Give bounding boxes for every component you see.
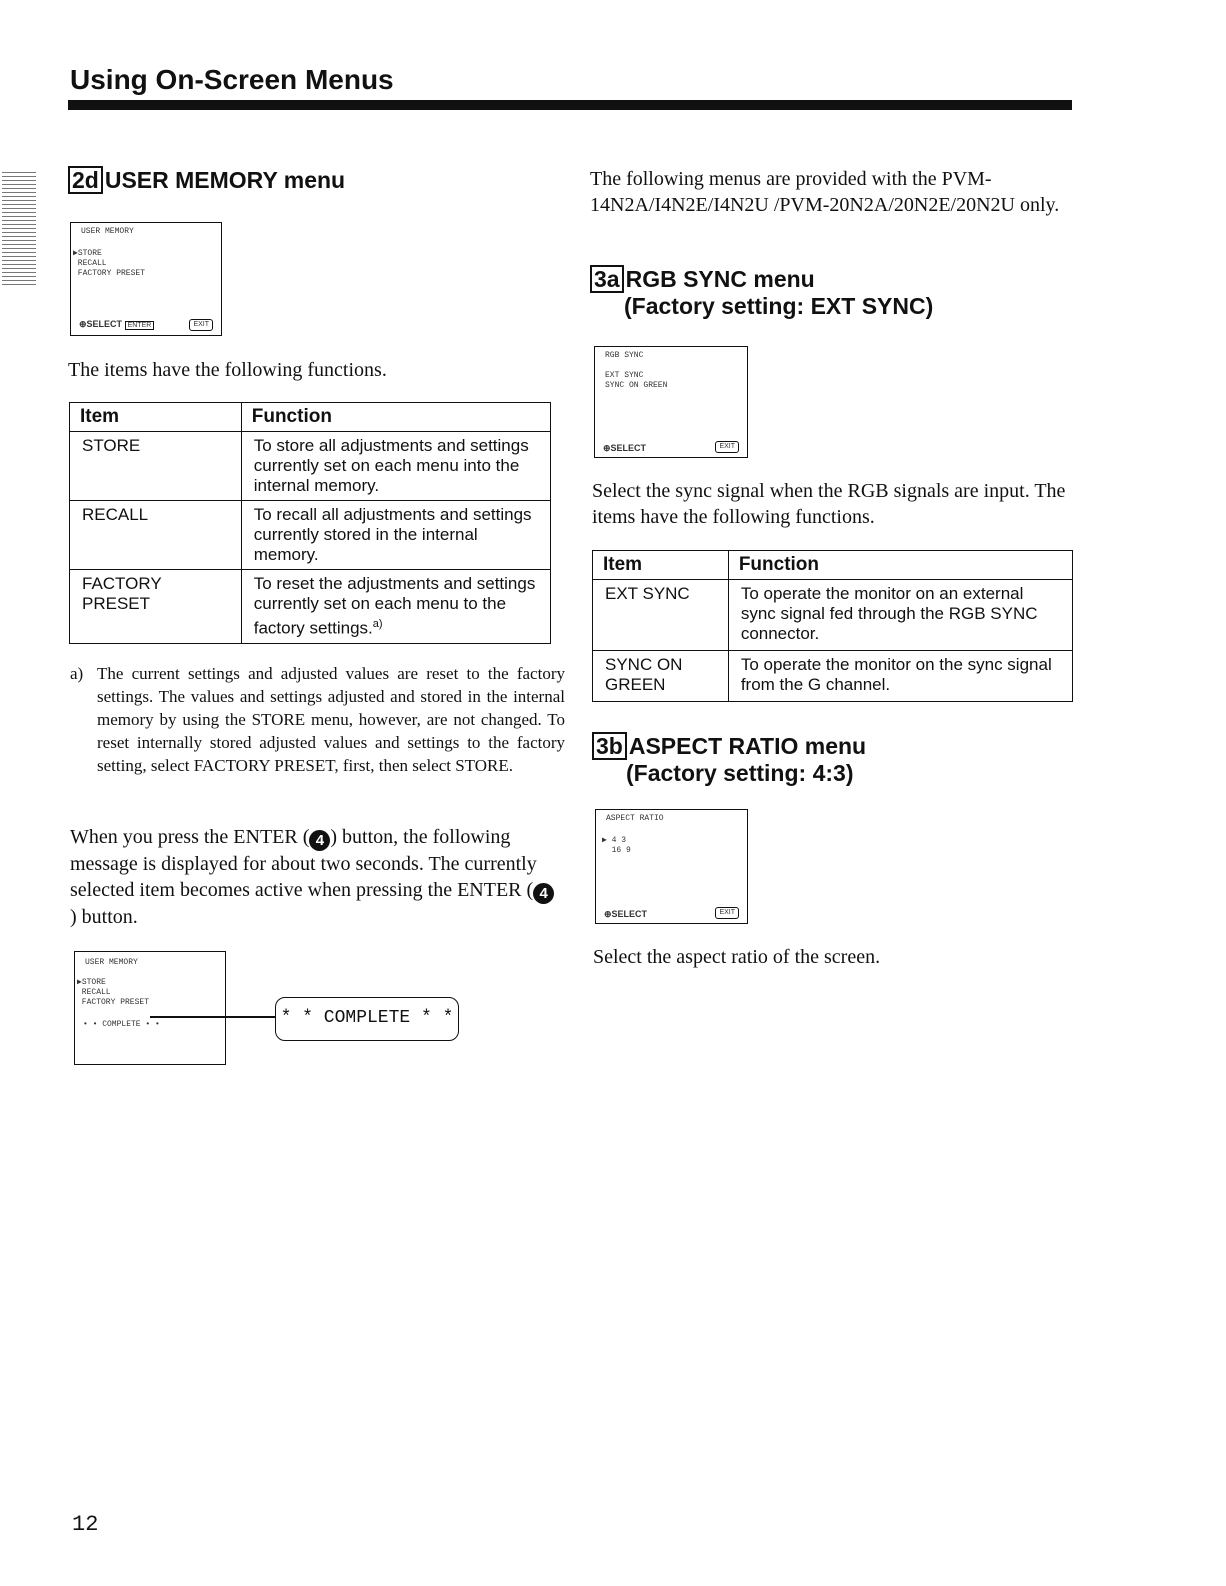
osd-title: USER MEMORY xyxy=(81,227,134,236)
joystick-icon: ⊕ xyxy=(603,443,611,453)
table-cell-item: FACTORY PRESET xyxy=(70,570,242,644)
osd-footer xyxy=(603,443,739,453)
osd-item: SYNC ON GREEN xyxy=(605,381,668,390)
rgb-sync-table xyxy=(592,550,1073,702)
footnote-text: The current settings and adjusted values are reset to the factory settings. The values and settings adjusted and stored in the internal memory by using the STORE menu, however, are not changed. To reset internally stored adjusted values and settings to the factory setting, select FACTORY PRESET, first, then select STORE. xyxy=(97,664,565,775)
osd-enter-label: ENTER xyxy=(125,321,155,330)
paragraph-text: ) button, the following message is displayed for about two seconds. The currently selected item becomes active when pressing the ENTER ( xyxy=(70,826,537,901)
enter-button-number-icon: 4 xyxy=(309,830,330,851)
callout-line xyxy=(150,1016,276,1018)
osd-footer xyxy=(79,319,213,331)
joystick-icon: ⊕ xyxy=(604,909,612,919)
joystick-icon: ⊕ xyxy=(79,319,87,329)
table-row xyxy=(70,501,551,570)
section-badge: 3b xyxy=(592,732,627,760)
osd-title: ASPECT RATIO xyxy=(606,814,664,823)
section-title: RGB SYNC menu xyxy=(625,266,815,292)
user-memory-intro: The items have the following functions. xyxy=(68,359,387,381)
aspect-ratio-osd xyxy=(595,809,748,924)
section-title: ASPECT RATIO menu xyxy=(628,733,867,759)
table-cell-function: To operate the monitor on an external sync signal fed through the RGB SYNC connector. xyxy=(728,580,1072,651)
table-cell-function xyxy=(241,570,550,644)
osd-title: USER MEMORY xyxy=(85,958,138,967)
osd-complete-line: • • COMPLETE • • xyxy=(83,1020,160,1029)
aspect-ratio-desc: Select the aspect ratio of the screen. xyxy=(593,946,881,968)
rgb-sync-heading xyxy=(590,265,933,319)
osd-exit-label: EXIT xyxy=(715,441,739,453)
table-cell-function: To operate the monitor on the sync signal from the G channel. xyxy=(728,651,1072,702)
osd-item: FACTORY PRESET xyxy=(73,269,146,278)
section-badge: 3a xyxy=(590,265,624,293)
footnote-label: a) xyxy=(70,664,84,683)
table-header: Item xyxy=(70,403,242,432)
title-rule xyxy=(68,100,1072,110)
table-header: Function xyxy=(728,551,1072,580)
table-cell-item: STORE xyxy=(70,432,242,501)
page-number: 12 xyxy=(72,1512,99,1537)
osd-item: ▶ 4 3 xyxy=(602,836,627,845)
table-header-row xyxy=(70,403,551,432)
complete-osd xyxy=(74,951,226,1065)
complete-callout: * * COMPLETE * * xyxy=(275,997,459,1041)
page-title: Using On-Screen Menus xyxy=(70,64,394,95)
table-cell-item: RECALL xyxy=(70,501,242,570)
enter-paragraph xyxy=(70,824,556,930)
osd-exit-label: EXIT xyxy=(189,319,213,331)
section-title: USER MEMORY menu xyxy=(104,167,346,193)
table-row xyxy=(70,432,551,501)
rgb-sync-desc: Select the sync signal when the RGB signals are input. The items have the following functions. xyxy=(592,480,1066,528)
user-memory-osd xyxy=(70,222,222,336)
models-note: The following menus are provided with the PVM-14N2A/I4N2E/I4N2U /PVM-20N2A/20N2E/20N2U only. xyxy=(590,168,1060,216)
aspect-ratio-heading xyxy=(592,732,866,786)
osd-footer xyxy=(604,909,739,919)
function-text: To reset the adjustments and settings currently set on each menu to the factory settings. xyxy=(253,574,536,638)
user-memory-table xyxy=(69,402,551,644)
osd-item: FACTORY PRESET xyxy=(77,998,150,1007)
table-header: Item xyxy=(593,551,729,580)
table-row xyxy=(593,651,1073,702)
factory-setting: (Factory setting: EXT SYNC) xyxy=(624,293,934,319)
osd-exit-label: EXIT xyxy=(715,907,739,919)
paragraph-text: When you press the ENTER ( xyxy=(70,826,310,848)
osd-select-label: SELECT xyxy=(611,909,648,919)
osd-item: RECALL xyxy=(77,988,111,997)
factory-setting: (Factory setting: 4:3) xyxy=(626,760,854,786)
table-row xyxy=(70,570,551,644)
osd-item: ▶STORE xyxy=(73,249,102,258)
table-header: Function xyxy=(241,403,550,432)
section-badge: 2d xyxy=(68,166,103,194)
footnote-mark: a) xyxy=(372,618,383,630)
edge-tab-marks xyxy=(2,172,36,286)
osd-item: ▶STORE xyxy=(77,978,106,987)
table-cell-function: To store all adjustments and settings currently set on each menu into the internal memory. xyxy=(241,432,550,501)
osd-item: RECALL xyxy=(73,259,107,268)
rgb-sync-osd xyxy=(594,346,748,458)
osd-select-label: SELECT xyxy=(86,319,123,329)
user-memory-heading xyxy=(68,166,345,194)
enter-button-number-icon: 4 xyxy=(533,883,554,904)
osd-select-label: SELECT xyxy=(610,443,647,453)
table-cell-item: SYNC ON GREEN xyxy=(593,651,729,702)
table-cell-function: To recall all adjustments and settings currently stored in the internal memory. xyxy=(241,501,550,570)
osd-item: 16 9 xyxy=(602,846,631,855)
table-header-row xyxy=(593,551,1073,580)
table-row xyxy=(593,580,1073,651)
table-cell-item: EXT SYNC xyxy=(593,580,729,651)
osd-title: RGB SYNC xyxy=(605,351,644,360)
paragraph-text: ) button. xyxy=(70,906,138,928)
osd-item: EXT SYNC xyxy=(605,371,644,380)
